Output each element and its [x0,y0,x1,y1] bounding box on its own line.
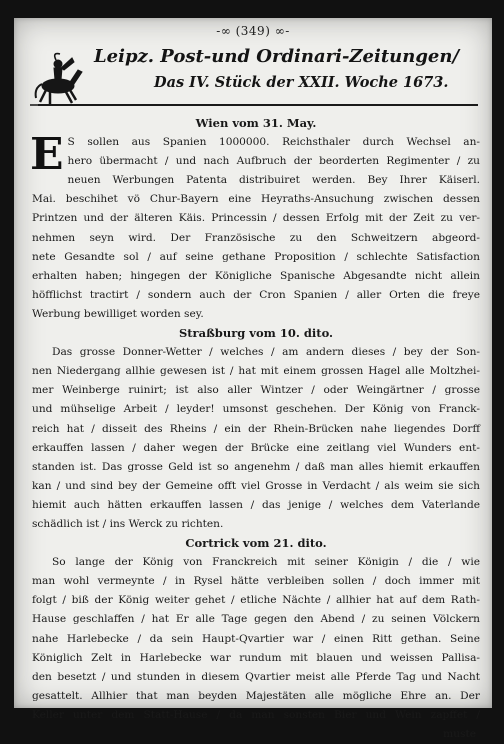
text-line: Hause geschlaffen / hat Er alle Tage gegen den Abend / zu seinen Völckern [32,613,480,626]
header-rule [38,104,478,106]
text-line: Printzen und der älteren Käis. Princessin / dessen Erfolg mit der Zeit zu ver- [32,212,480,225]
article-body [32,114,480,744]
page-number-text: (349) [235,24,271,38]
masthead-title: Leipz. Post-und Ordinari-Zeitungen/ [94,46,460,67]
section-heading: Cortrick vom 21. dito. [185,536,327,551]
text-line: nehmen seyn wird. Der Französische zu den Schweitzern abgeord- [32,231,480,244]
drop-cap: E [30,129,64,181]
text-line: mer Weinberge ruinirt; ist also aller Wintzer / oder Weingärtner / grosse [32,384,480,397]
text-line: nete Gesandte sol / auf seine gethane Proposition / schlechte Satisfaction [32,250,480,263]
text-line: man wohl vermeynte / in Rysel hätte verbleiben sollen / doch immer mit [32,575,480,588]
section-heading: Wien vom 31. May. [195,116,317,130]
newspaper-page [14,18,492,740]
text-line: schädlich ist / ins Werck zu richten. [32,517,224,530]
text-line: So lange der König von Franckreich mit seiner Königin / die / wie [52,556,480,569]
text-line: den besetzt / und stunden in diesem Qvartier meist alle Pferde Tag und Nacht [32,670,480,683]
page-number-ornament-right: ∞- [274,24,290,38]
page-number [14,24,492,38]
text-line: nen Niedergang allhie gewesen ist / hat mit einem grossen Hagel alle Moltzhei- [32,365,480,378]
text-line: Keller unter dem Statt-Hause / da man sonsten Bier und Wein zapffet / [32,708,480,721]
text-line: standen ist. Das grosse Geld ist so angenehm / daß man alles hiemit erkauffen [32,460,480,473]
text-line: folgt / biß der König weiter gehet / etliche Nächte / allhier hat auf dem Rath- [32,594,480,607]
text-line: erhalten haben; hingegen der Königliche Spanische Abgesandte nicht allein [32,269,480,282]
text-line: nahe Harlebecke / da sein Haupt-Qvartier war / einen Ritt gethan. Seine [32,632,480,645]
text-line: höfflichst tractirt / sondern auch der Cron Spanien / aller Orten die freye [32,288,480,301]
post-rider-emblem-icon [28,48,86,108]
text-line: reich hat / disseit des Rheins / ein der Rhein-Brücken nahe liegendes Dorff [32,422,480,435]
page-number-ornament-left: -∞ [216,24,232,38]
text-line: S sollen aus Spanien 1000000. Reichsthaler durch Wechsel an- [67,136,480,149]
text-line: Das grosse Donner-Wetter / welches / am andern dieses / bey der Son- [52,346,480,359]
text-line: Werbung bewilliget worden sey. [32,307,204,320]
text-line: Königlich Zelt in Harlebecke war rundum mit blauen und weissen Pallisa- [32,651,480,664]
text-line: kan / und sind bey der Gemeine offt viel Grosse in Verdacht / als weim sie sich [32,479,480,492]
catchword: muste [443,728,476,740]
section-heading: Straßburg vom 10. dito. [178,326,334,341]
text-line: neuen Werbungen Patenta distribuiret werden. Bey Ihrer Käiserl. [67,174,480,187]
text-line: gesattelt. Allhier that man beyden Majestäten alle mögliche Ehre an. Der [32,689,480,702]
text-line: hero übermacht / und nach Aufbruch der beorderten Regimenter / zu [67,155,480,168]
text-line: und mühselige Arbeit / leyder! umsonst geschehen. Der König von Franck- [32,403,480,416]
text-line: hiemit auch hätten erkauffen lassen / das jenige / welches dem Vaterlande [32,498,480,511]
text-line: erkauffen lassen / daher wegen der Brücke eine zeitlang viel Wunders ent- [32,441,480,454]
text-line: Mai. beschihet vö Chur-Bayern eine Heyraths-Ansuchung zwischen dessen [32,193,480,206]
issue-subtitle: Das IV. Stück der XXII. Woche 1673. [154,74,449,91]
